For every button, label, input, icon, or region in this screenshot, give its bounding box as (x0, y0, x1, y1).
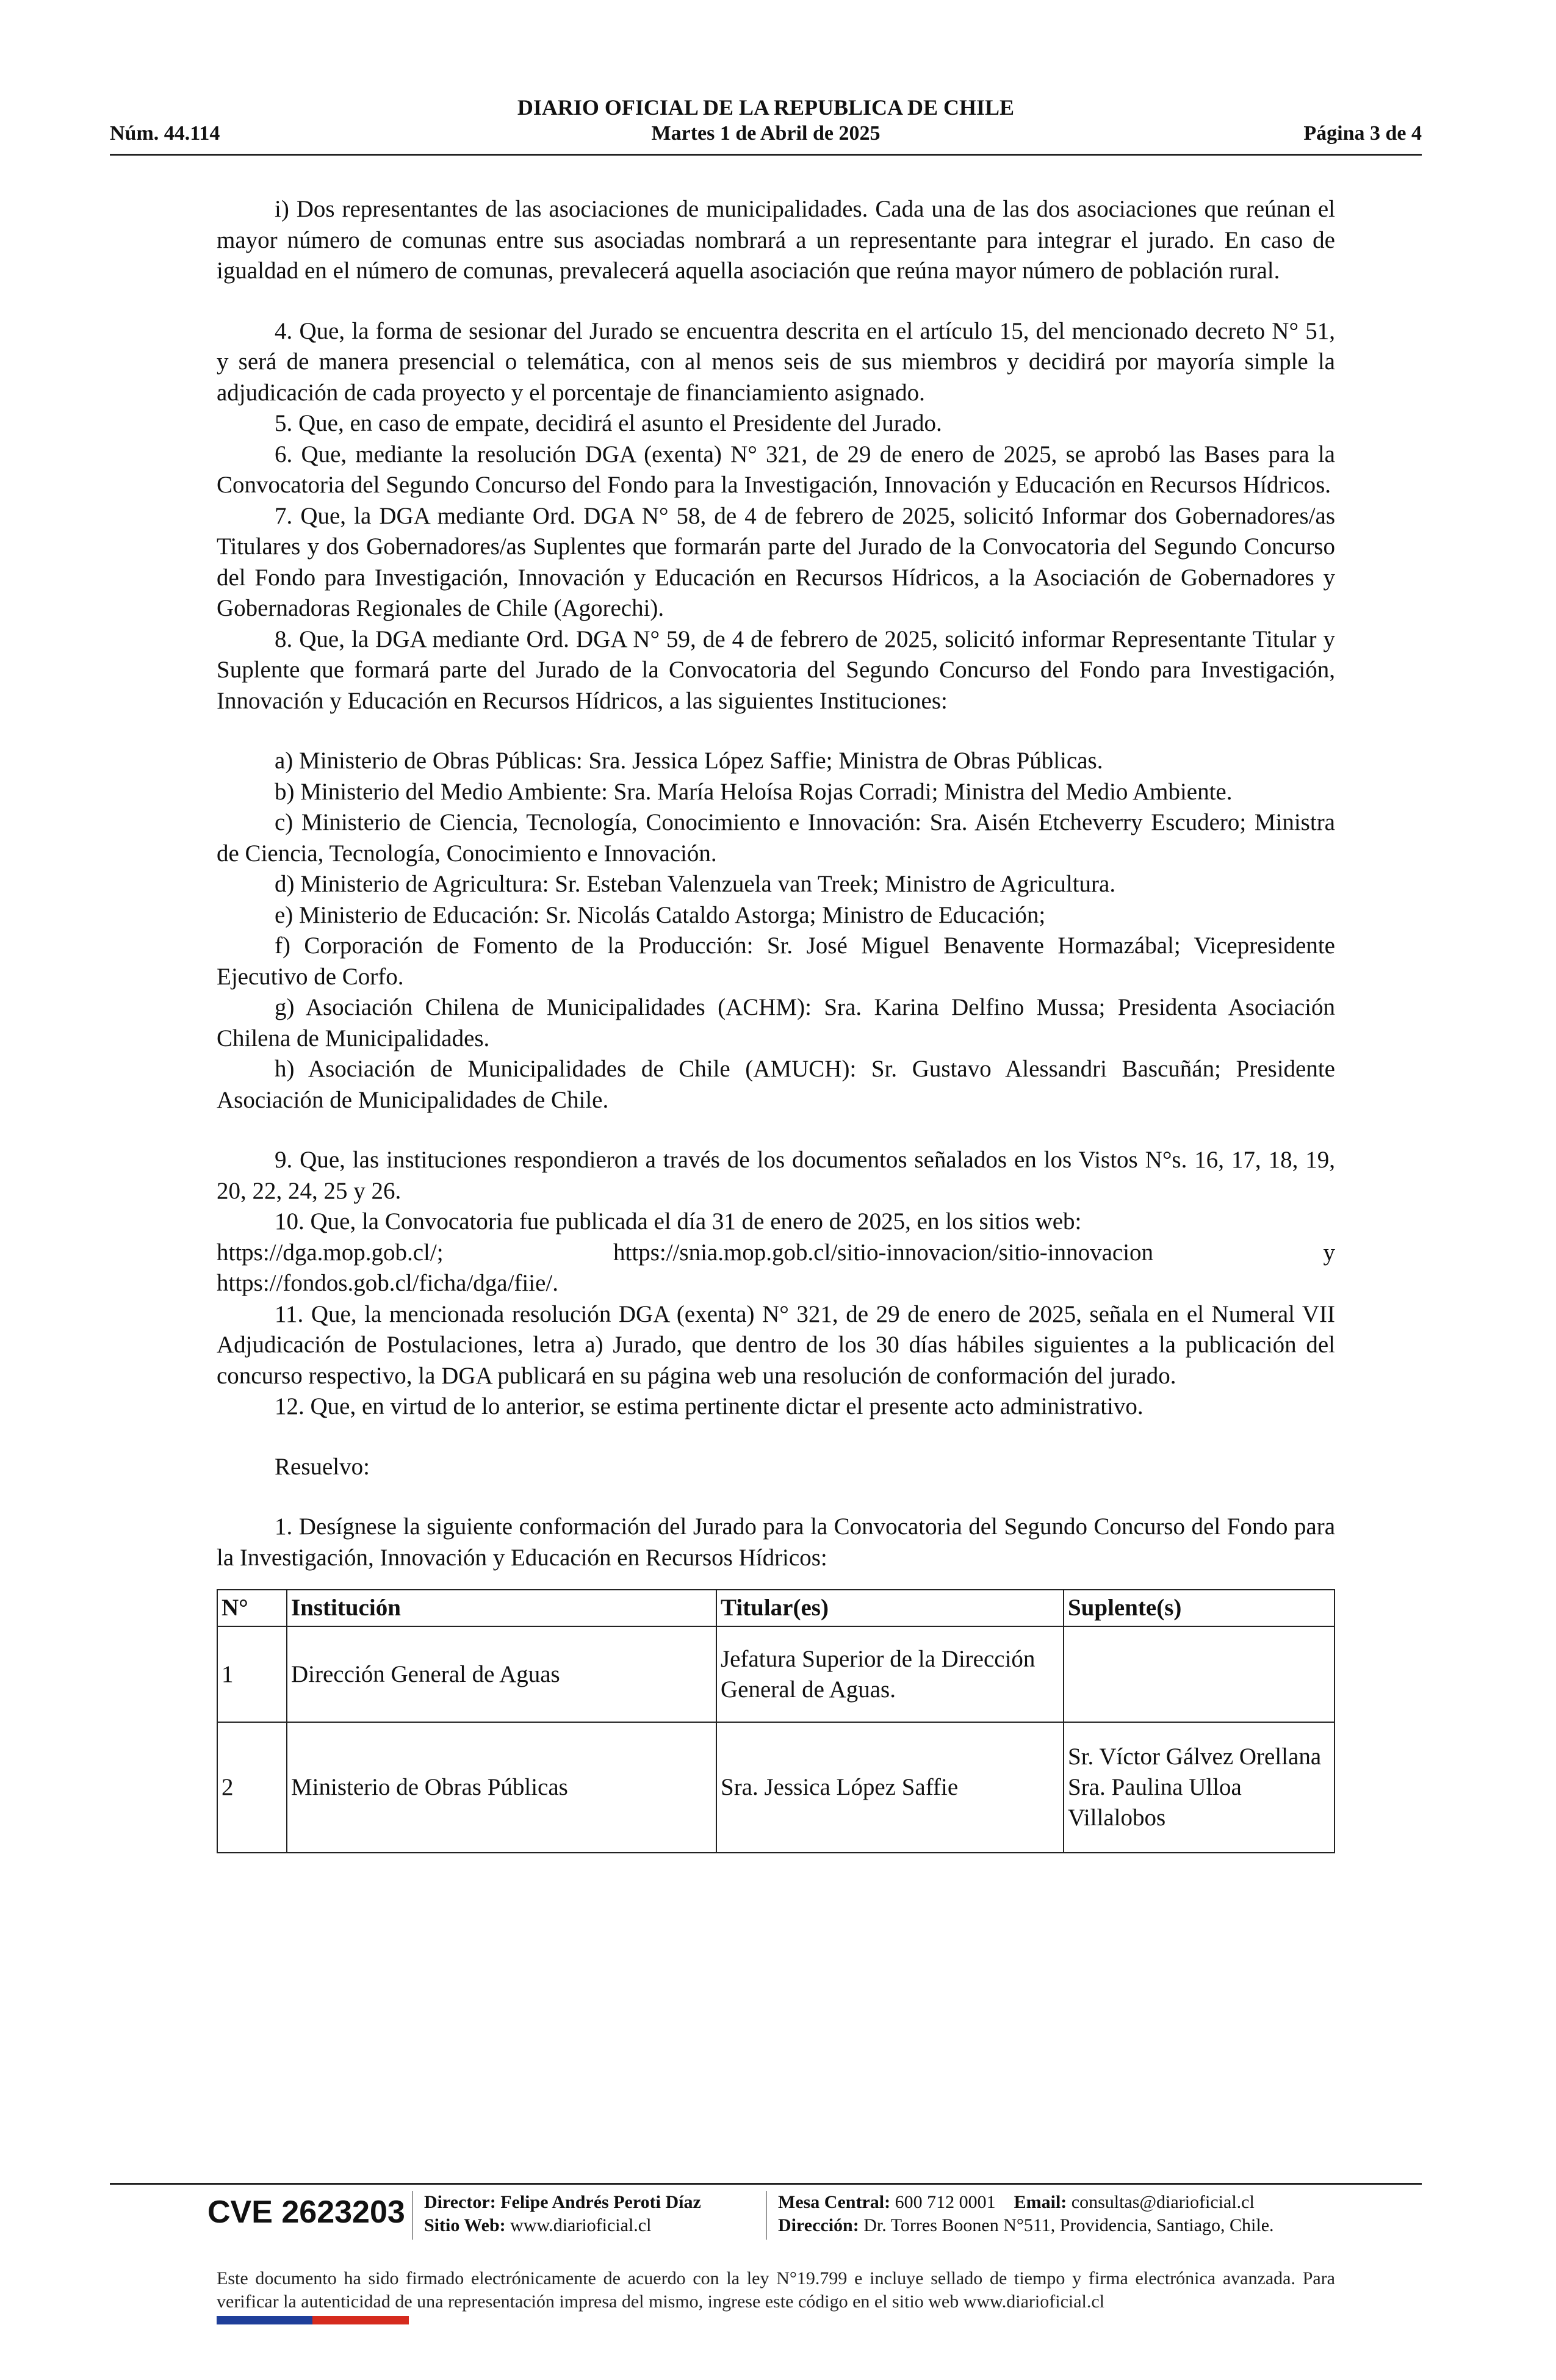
director-name: Felipe Andrés Peroti Díaz (500, 2192, 701, 2212)
cell-suplente (1064, 1626, 1334, 1722)
table-row (217, 1722, 1334, 1853)
cell-institution: Ministerio de Obras Públicas (287, 1722, 716, 1853)
cell-number: 2 (217, 1722, 287, 1853)
paragraph-8: 8. Que, la DGA mediante Ord. DGA N° 59, de 4 de febrero de 2025, solicitó informar Representante Titular y Suplente que formará parte del Jurado de la Convocatoria del Segundo Concurso del Fondo para Investigación, Innovación y Educación en Recursos Hídricos, a las siguientes Instituciones: (217, 626, 1335, 714)
site-link-dga[interactable]: https://dga.mop.gob.cl/; (217, 1239, 444, 1266)
cell-titular: Sra. Jessica López Saffie (716, 1722, 1064, 1853)
cell-titular: Jefatura Superior de la Dirección General de Aguas. (716, 1626, 1064, 1722)
paragraph-10: 10. Que, la Convocatoria fue publicada el día 31 de enero de 2025, en los sitios web: (275, 1208, 1082, 1235)
cve-code: CVE 2623203 (207, 2194, 405, 2230)
col-header-number: N° (217, 1590, 287, 1626)
mesa-label: Mesa Central: (778, 2192, 891, 2212)
issue-date: Martes 1 de Abril de 2025 (651, 122, 881, 145)
footer-divider (110, 2183, 1422, 2185)
item-g: g) Asociación Chilena de Municipalidades (ACHM): Sra. Karina Delfino Mussa; Presidenta Asociación Chilena de Municipalidades. (217, 994, 1335, 1051)
paragraph-6: 6. Que, mediante la resolución DGA (exenta) N° 321, de 29 de enero de 2025, se aprobó las Bases para la Convocatoria del Segundo Concurso del Fondo para la Investigación, Innovación y Educación en Recursos Hídricos. (217, 441, 1335, 498)
col-header-suplente: Suplente(s) (1064, 1590, 1334, 1626)
site-link-snia[interactable]: https://snia.mop.gob.cl/sitio-innovacion/sitio-innovacion (613, 1239, 1154, 1266)
flag-stripe (217, 2316, 409, 2324)
paragraph-i: i) Dos representantes de las asociaciones de municipalidades. Cada una de las dos asociaciones que reúnan el mayor número de comunas entre sus asociadas nombrará a un representante para integrar el jurado. En caso de igualdad en el número de comunas, prevalecerá aquella asociación que reúna mayor número de población rural. (217, 196, 1335, 284)
flag-red-bar (312, 2316, 409, 2324)
web-link[interactable]: www.diarioficial.cl (510, 2215, 652, 2235)
web-label: Sitio Web: (424, 2215, 506, 2235)
resuelvo-heading: Resuelvo: (275, 1453, 370, 1480)
site-link-fondos[interactable]: https://fondos.gob.cl/ficha/dga/fiie/. (217, 1270, 558, 1296)
issue-number: Núm. 44.114 (110, 122, 220, 145)
item-b: b) Ministerio del Medio Ambiente: Sra. María Heloísa Rojas Corradi; Ministra del Medio Ambiente. (275, 778, 1233, 805)
signature-note: Este documento ha sido firmado electrónicamente de acuerdo con la ley N°19.799 e incluye sellado de tiempo y firma electrónica avanzada. Para verificar la autenticidad de una representación impresa del mismo, ingrese este código en el sitio web www.diarioficial.cl (217, 2268, 1335, 2312)
header-row (110, 122, 1422, 149)
flag-blue-bar (217, 2316, 312, 2324)
item-e: e) Ministerio de Educación: Sr. Nicolás Cataldo Astorga; Ministro de Educación; (275, 901, 1046, 928)
document-body (217, 194, 1335, 1853)
paragraph-9: 9. Que, las instituciones respondieron a través de los documentos señalados en los Vistos N°s. 16, 17, 18, 19, 20, 22, 24, 25 y 26. (217, 1147, 1335, 1204)
table-row (217, 1626, 1334, 1722)
paragraph-4: 4. Que, la forma de sesionar del Jurado se encuentra descrita en el artículo 15, del mencionado decreto N° 51, y será de manera presencial o telemática, con al menos seis de sus miembros y decidirá por mayoría simple la adjudicación de cada proyecto y el porcentaje de financiamiento asignado. (217, 317, 1335, 406)
footer-separator (412, 2191, 413, 2240)
paragraph-12: 12. Que, en virtud de lo anterior, se estima pertinente dictar el presente acto administrativo. (275, 1393, 1144, 1419)
footer-separator (766, 2191, 767, 2240)
paragraph-5: 5. Que, en caso de empate, decidirá el asunto el Presidente del Jurado. (275, 410, 942, 436)
item-c: c) Ministerio de Ciencia, Tecnología, Conocimiento e Innovación: Sra. Aisén Etcheverry Escudero; Ministra de Ciencia, Tecnología, Conocimiento e Innovación. (217, 809, 1335, 867)
email-link[interactable]: consultas@diarioficial.cl (1071, 2192, 1255, 2212)
conjunction-y: y (1323, 1239, 1335, 1266)
item-d: d) Ministerio de Agricultura: Sr. Esteban Valenzuela van Treek; Ministro de Agricultura. (275, 871, 1116, 897)
mesa-phone: 600 712 0001 (895, 2192, 996, 2212)
item-f: f) Corporación de Fomento de la Producción: Sr. José Miguel Benavente Hormazábal; Vicepresidente Ejecutivo de Corfo. (217, 932, 1335, 990)
paragraph-7: 7. Que, la DGA mediante Ord. DGA N° 58, de 4 de febrero de 2025, solicitó Informar dos Gobernadores/as Titulares y dos Gobernadores/as Suplentes que formarán parte del Jurado de la Convocatoria del Segundo Concurso del Fondo para Investigación, Innovación y Educación en Recursos Hídricos, a la Asociación de Gobernadores y Gobernadoras Regionales de Chile (Agorechi). (217, 502, 1335, 621)
header-divider (110, 154, 1422, 156)
gazette-title: DIARIO OFICIAL DE LA REPUBLICA DE CHILE (517, 95, 1015, 120)
cell-number: 1 (217, 1626, 287, 1722)
col-header-institution: Institución (287, 1590, 716, 1626)
table-header-row (217, 1590, 1334, 1626)
resolution-1: 1. Desígnese la siguiente conformación del Jurado para la Convocatoria del Segundo Concurso del Fondo para la Investigación, Innovación y Educación en Recursos Hídricos: (217, 1513, 1335, 1571)
footer-contact-block (778, 2191, 1274, 2237)
item-a: a) Ministerio de Obras Públicas: Sra. Jessica López Saffie; Ministra de Obras Públicas. (275, 748, 1103, 774)
paragraph-11: 11. Que, la mencionada resolución DGA (exenta) N° 321, de 29 de enero de 2025, señala en el Numeral VII Adjudicación de Postulaciones, letra a) Jurado, que dentro de los 30 días hábiles siguientes a la publicación del concurso respectivo, la DGA publicará en su página web una resolución de conformación del jurado. (217, 1300, 1335, 1389)
paragraph-10-sites (217, 1238, 1335, 1269)
address-value: Dr. Torres Boonen N°511, Providencia, Santiago, Chile. (863, 2215, 1274, 2235)
item-h: h) Asociación de Municipalidades de Chile (AMUCH): Sr. Gustavo Alessandri Bascuñán; Presidente Asociación de Municipalidades de Chile. (217, 1056, 1335, 1113)
director-label: Director: (424, 2192, 496, 2212)
footer-director-block (424, 2191, 701, 2237)
email-label: Email: (1014, 2192, 1067, 2212)
page-number: Página 3 de 4 (1303, 122, 1422, 145)
col-header-titular: Titular(es) (716, 1590, 1064, 1626)
jury-table (217, 1589, 1335, 1853)
cell-institution: Dirección General de Aguas (287, 1626, 716, 1722)
cell-suplente: Sr. Víctor Gálvez Orellana Sra. Paulina Ulloa Villalobos (1064, 1722, 1334, 1853)
address-label: Dirección: (778, 2215, 859, 2235)
